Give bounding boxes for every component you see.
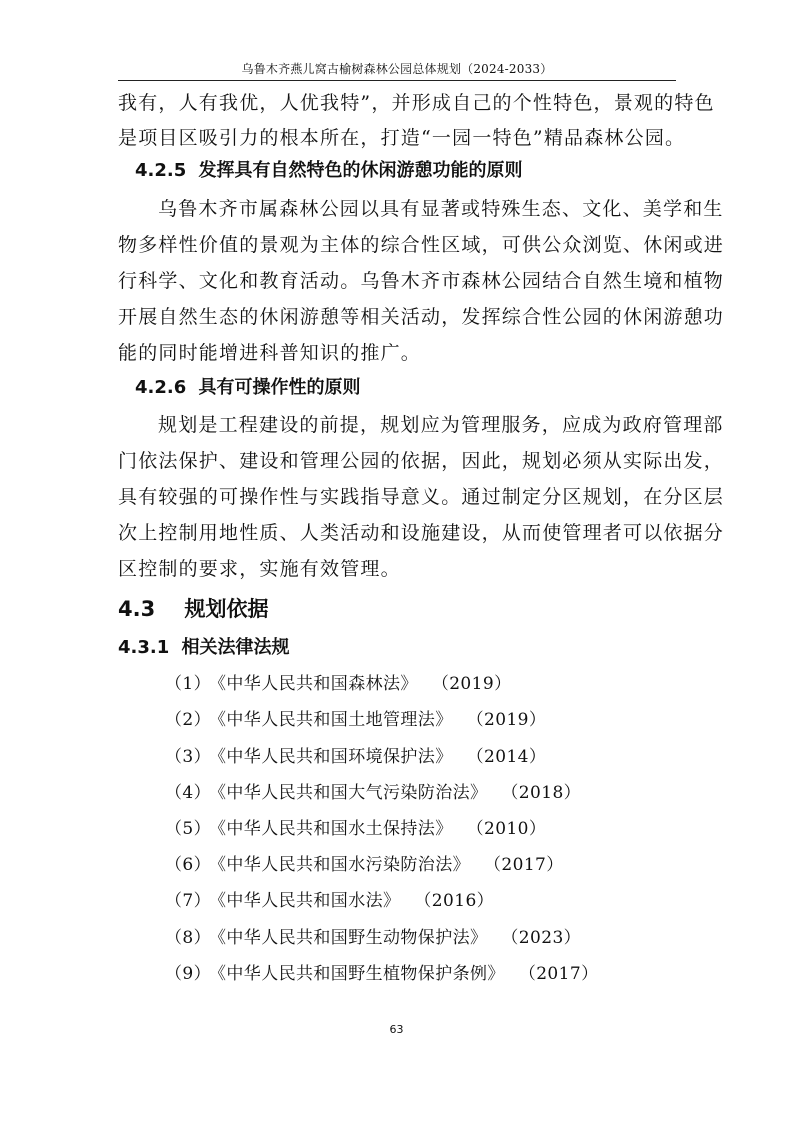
law-list-item: [165, 926, 581, 950]
law-name: 《中华人民共和国土地管理法》: [209, 710, 453, 730]
law-name: 《中华人民共和国水法》: [209, 891, 401, 911]
law-list-item: [165, 781, 581, 805]
law-name: 《中华人民共和国野生植物保护条例》: [209, 964, 505, 984]
law-year: （2017）: [484, 855, 564, 875]
paragraph-line: 我有，人有我优，人优我特”，并形成自己的个性特色，景观的特色: [118, 92, 715, 114]
law-list-item: [165, 708, 546, 732]
paragraph-line: 能的同时能增进科普知识的推广。: [118, 342, 422, 364]
law-name: 《中华人民共和国水土保持法》: [209, 819, 453, 839]
law-name: 《中华人民共和国环境保护法》: [209, 747, 453, 767]
law-year: （2010）: [466, 819, 547, 839]
paragraph-line: 次上控制用地性质、人类活动和设施建设，从而使管理者可以依据分: [118, 522, 725, 544]
paragraph-line: 规划是工程建设的前提，规划应为管理服务，应成为政府管理部: [158, 414, 724, 436]
section-heading-4-3-1: [118, 636, 290, 660]
law-year: （2016）: [414, 891, 495, 911]
paragraph-line: 行科学、文化和教育活动。乌鲁木齐市森林公园结合自然生境和植物: [118, 270, 725, 292]
law-number: （4）: [165, 783, 212, 803]
law-number: （1）: [165, 674, 212, 694]
section-number: 4.3: [118, 597, 156, 621]
law-number: （6）: [165, 855, 212, 875]
section-number: 4.2.5: [135, 160, 187, 181]
section-number: 4.3.1: [118, 637, 170, 658]
law-name: 《中华人民共和国水污染防治法》: [209, 855, 470, 875]
law-list-item: [165, 817, 546, 841]
section-heading-4-3: [118, 595, 269, 623]
law-list-item: [165, 962, 598, 986]
page-number: 63: [389, 1023, 404, 1036]
section-heading-4-2-6: [135, 376, 361, 400]
law-number: （2）: [165, 710, 212, 730]
paragraph-line: 是项目区吸引力的根本所在，打造“一园一特色”精品森林公园。: [118, 127, 686, 149]
law-number: （8）: [165, 928, 212, 948]
law-number: （3）: [165, 747, 212, 767]
section-title: 相关法律法规: [181, 637, 290, 658]
law-year: （2023）: [501, 928, 582, 948]
paragraph-line: 乌鲁木齐市属森林公园以具有显著或特殊生态、文化、美学和生: [158, 198, 724, 220]
section-title: 规划依据: [184, 597, 269, 621]
section-heading-4-2-5: [135, 159, 523, 183]
law-number: （7）: [165, 891, 212, 911]
law-list-item: [165, 672, 511, 696]
law-list-item: [165, 889, 494, 913]
section-title: 发挥具有自然特色的休闲游憩功能的原则: [198, 160, 523, 181]
law-year: （2014）: [466, 747, 547, 767]
law-year: （2017）: [518, 964, 599, 984]
section-title: 具有可操作性的原则: [198, 377, 361, 398]
law-number: （5）: [165, 819, 212, 839]
paragraph-line: 门依法保护、建设和管理公园的依据，因此，规划必须从实际出发，: [118, 450, 725, 472]
header-divider: [118, 80, 676, 81]
section-number: 4.2.6: [135, 377, 187, 398]
law-list-item: [165, 853, 564, 877]
paragraph-line: 物多样性价值的景观为主体的综合性区域，可供公众浏览、休闲或进: [118, 234, 725, 256]
paragraph-line: 区控制的要求，实施有效管理。: [118, 558, 401, 580]
paragraph-line: 开展自然生态的休闲游憩等相关活动，发挥综合性公园的休闲游憩功: [118, 306, 725, 328]
law-name: 《中华人民共和国大气污染防治法》: [209, 783, 488, 803]
law-year: （2018）: [501, 783, 582, 803]
law-name: 《中华人民共和国森林法》: [209, 674, 418, 694]
law-name: 《中华人民共和国野生动物保护法》: [209, 928, 488, 948]
law-number: （9）: [165, 964, 212, 984]
law-year: （2019）: [466, 710, 547, 730]
paragraph-line: 具有较强的可操作性与实践指导意义。通过制定分区规划，在分区层: [118, 486, 725, 508]
law-list-item: [165, 745, 546, 769]
law-year: （2019）: [431, 674, 512, 694]
page-header-title: 乌鲁木齐燕儿窝古榆树森林公园总体规划（2024-2033）: [241, 62, 553, 76]
